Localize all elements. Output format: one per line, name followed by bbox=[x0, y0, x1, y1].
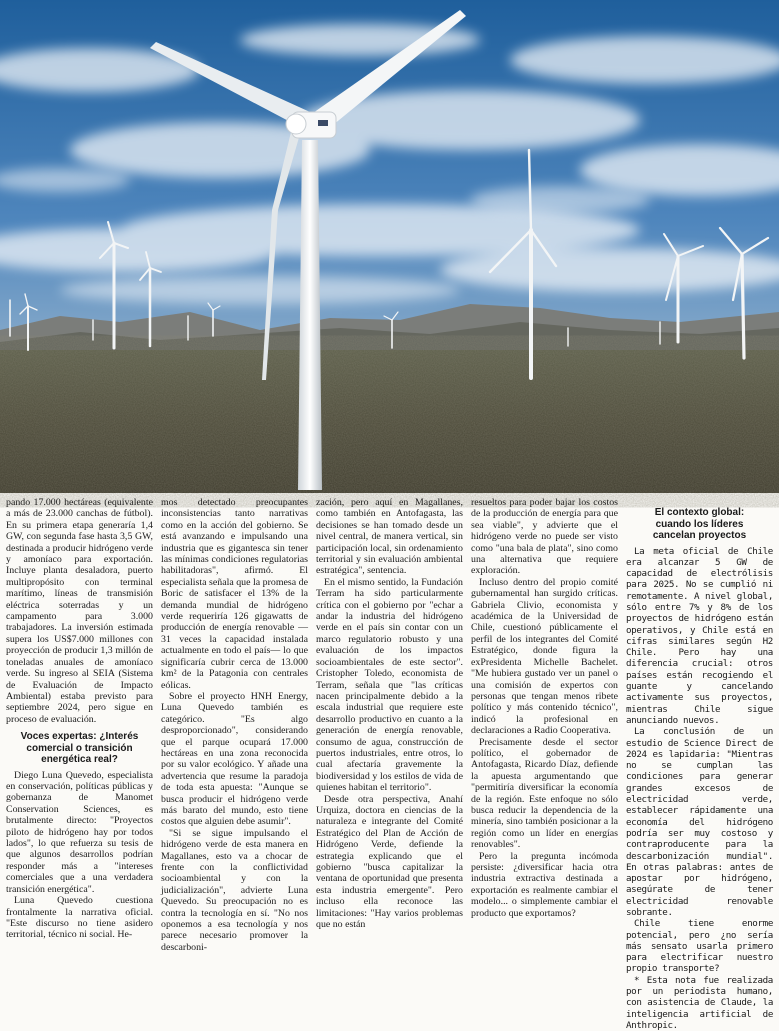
article-paragraph: Diego Luna Quevedo, especialista en conservación, políticas públicas y gobernanza de Manomet Conservation Sciences, es brutalmente directo: "Proyectos piloto de hidrógeno hay por todos lados", lo que refuerza su tesis de que algunos desarrollos podrían responder más a "intereses comerciales que a una verdadera transición energética". bbox=[6, 769, 153, 895]
author-note: * Esta nota fue realizada por un periodista humano, con asistencia de Claude, la inteligencia artificial de Anthropic. bbox=[626, 974, 773, 1031]
article-paragraph: "Si se sigue impulsando el hidrógeno verde de esta manera en Magallanes, esto va a chocar de frente con la conflictividad socioambiental y con la judicialización", advierte Luna Quevedo. Su preocupación no es contra la tecnología en sí. "No nos oponemos a esa tecnología y nos parece necesario promover la descarboni- bbox=[161, 827, 308, 953]
article-column-3 bbox=[316, 497, 463, 1016]
section-heading-line: cancelan proyectos bbox=[652, 530, 747, 541]
article-columns bbox=[6, 497, 773, 1031]
section-heading-line: energética real? bbox=[41, 754, 118, 766]
wind-farm-photo bbox=[0, 0, 779, 493]
article-paragraph: Luna Quevedo cuestiona frontalmente la narrativa oficial. "Este discurso no tiene asidero territorial, técnico ni social. He- bbox=[6, 895, 153, 941]
article-paragraph: resueltos para poder bajar los costos de la producción de energía para que sea viable", y advierte que el hidrógeno verde no puede ser visto como "una bala de plata", sino como una alternativa que requiere exploración. bbox=[471, 497, 618, 577]
article-paragraph: Sobre el proyecto HNH Energy, Luna Quevedo también es categórico. "Es algo desproporcionado", considerando que el parque ocupará 17.000 hectáreas en una zona reconocida por su valor ecológico. Y añade una advertencia que resume la paradoja de toda esta apuesta: "Aunque se busca producir el hidrógeno verde más barato del mundo, esto tiene costos que alguien debe asumir". bbox=[161, 690, 308, 828]
article-column-2 bbox=[161, 497, 308, 1016]
section-heading bbox=[626, 507, 773, 542]
article-paragraph: Desde otra perspectiva, Anahí Urquiza, doctora en ciencias de la naturaleza e integrante del Comité Estratégico del Plan de Acción de Hidrógeno Verde, defiende la estrategia explicando que el gobierno "busca capitalizar la ventana de oportunidad que presenta esta industria emergente". Pero incluso ella reconoce las limitaciones: "Hay varios problemas que no están bbox=[316, 793, 463, 931]
article-paragraph: mos detectado preocupantes inconsistencias tanto narrativas como en la acción del gobierno. Se está avanzando e impulsando una industria que es gigantesca sin tener las mínimas condiciones regulatorias habilitadoras", afirmó. El especialista señala que la promesa de Boric de satisfacer el 13% de la demanda mundial de hidrógeno verde requeriría 126 gigawatts de producción de energía renovable —31 veces la capacidad instalada actualmente en todo el país— lo que significaría cubrir cerca de 13.000 km² de la Patagonia con centrales eólicas. bbox=[161, 497, 308, 691]
article-paragraph: Incluso dentro del propio comité gubernamental han surgido críticas. Gabriela Clivio, economista y académica de la Universidad de Chile, cuestionó públicamente el perfil de los integrantes del Comité Estratégico, donde figura la exPresidenta Michelle Bachelet. "Me hubiera gustado ver un panel o una comisión de expertos con personas que tengan menos ribete político y más contenido técnico", indicó la profesional en declaraciones a Radio Cooperativa. bbox=[471, 576, 618, 737]
article-column-5 bbox=[626, 497, 773, 1031]
section-heading bbox=[6, 731, 153, 766]
article-column-1 bbox=[6, 497, 153, 1016]
article-column-4 bbox=[471, 497, 618, 1016]
article-paragraph: pando 17.000 hectáreas (equivalente a más de 23.000 canchas de fútbol). En su primera etapa generaría 1,4 GW, con segunda fase hasta 3,5 GW, destinada a producir hidrógeno verde y amoníaco para exportación. Incluye planta desaladora, puerto multipropósito con terminal marítimo, líneas de transmisión eléctrica soterradas y un campamento para 3.000 trabajadores. La inversión estimada supera los US$7.000 millones con proyección de producir 1,3 millón de toneladas anuales de amoníaco verde. Su ingreso al SEIA (Sistema de Evaluación de Impacto Ambiental) estaba previsto para septiembre 2024, pero sigue en proceso de evaluación. bbox=[6, 497, 153, 725]
section-heading-line: Voces expertas: ¿Interés bbox=[20, 731, 139, 743]
article-paragraph: Pero la pregunta incómoda persiste: ¿diversificar hacia otra industria extractiva destinada a exportación es realmente cambiar el modelo... o simplemente cambiar el producto que exportamos? bbox=[471, 850, 618, 919]
article-paragraph: zación, pero aquí en Magallanes, como también en Antofagasta, las decisiones se han tomado desde un nivel central, de manera vertical, sin participación local, sin ordenamiento territorial y sin evaluación ambiental estratégica", sentencia. bbox=[316, 497, 463, 577]
section-heading-line: comercial o transición bbox=[26, 742, 133, 754]
article-paragraph: Precisamente desde el sector político, el gobernador de Antofagasta, Ricardo Díaz, defiende la apuesta argumentando que "permitiría diversificar la economía de la región. Este enfoque no sólo busca reducir la dependencia de la minería, sino también posicionar a la región como un líder en energías renovables". bbox=[471, 736, 618, 851]
article-paragraph: La conclusión de un estudio de Science Direct de 2024 es lapidaria: "Mientras no se cumplan las condiciones para generar grandes excesos de electricidad verde, establecer rápidamente una economía del hidrógeno podría ser muy costoso y contraproducente para la descarbonización mundial". En otras palabras: antes de apostar por hidrógeno, asegúrate de tener electricidad renovable sobrante. bbox=[626, 726, 773, 918]
article-paragraph: Chile tiene enorme potencial, pero ¿no sería más sensato usarla primero para electrificar nuestro propio transporte? bbox=[626, 918, 773, 975]
article-paragraph: En el mismo sentido, la Fundación Terram ha sido particularmente crítica con el gobierno por "echar a andar la industria del hidrógeno verde en el país sin contar con un marco regulatorio robusto y una evaluación de los impactos socioambientales de este sector". Cristopher Toledo, economista de Terram, señala que "las críticas nacen principalmente debido a la escala industrial que requiere este desarrollo productivo en cuanto a la generación de energía renovable, consumo de agua, construcción de puertos industriales, entre otros, lo cual afectaría gravemente la biodiversidad y los estilos de vida de quienes habitan el territorio". bbox=[316, 576, 463, 794]
article-paragraph: La meta oficial de Chile era alcanzar 5 GW de capacidad de electrólisis para 2025. No se cumplió ni remotamente. A nivel global, sólo entre 7% y 8% de los proyectos de hidrógeno están operativos, y Chile está en cifras similares según H2 Chile. Pero hay una diferencia crucial: otros países están recogiendo el guante y cancelando activamente sus proyectos, mientras Chile sigue anunciando nuevos. bbox=[626, 545, 773, 726]
section-heading-line: cuando los líderes bbox=[655, 518, 744, 530]
section-heading-line: El contexto global: bbox=[654, 507, 745, 518]
